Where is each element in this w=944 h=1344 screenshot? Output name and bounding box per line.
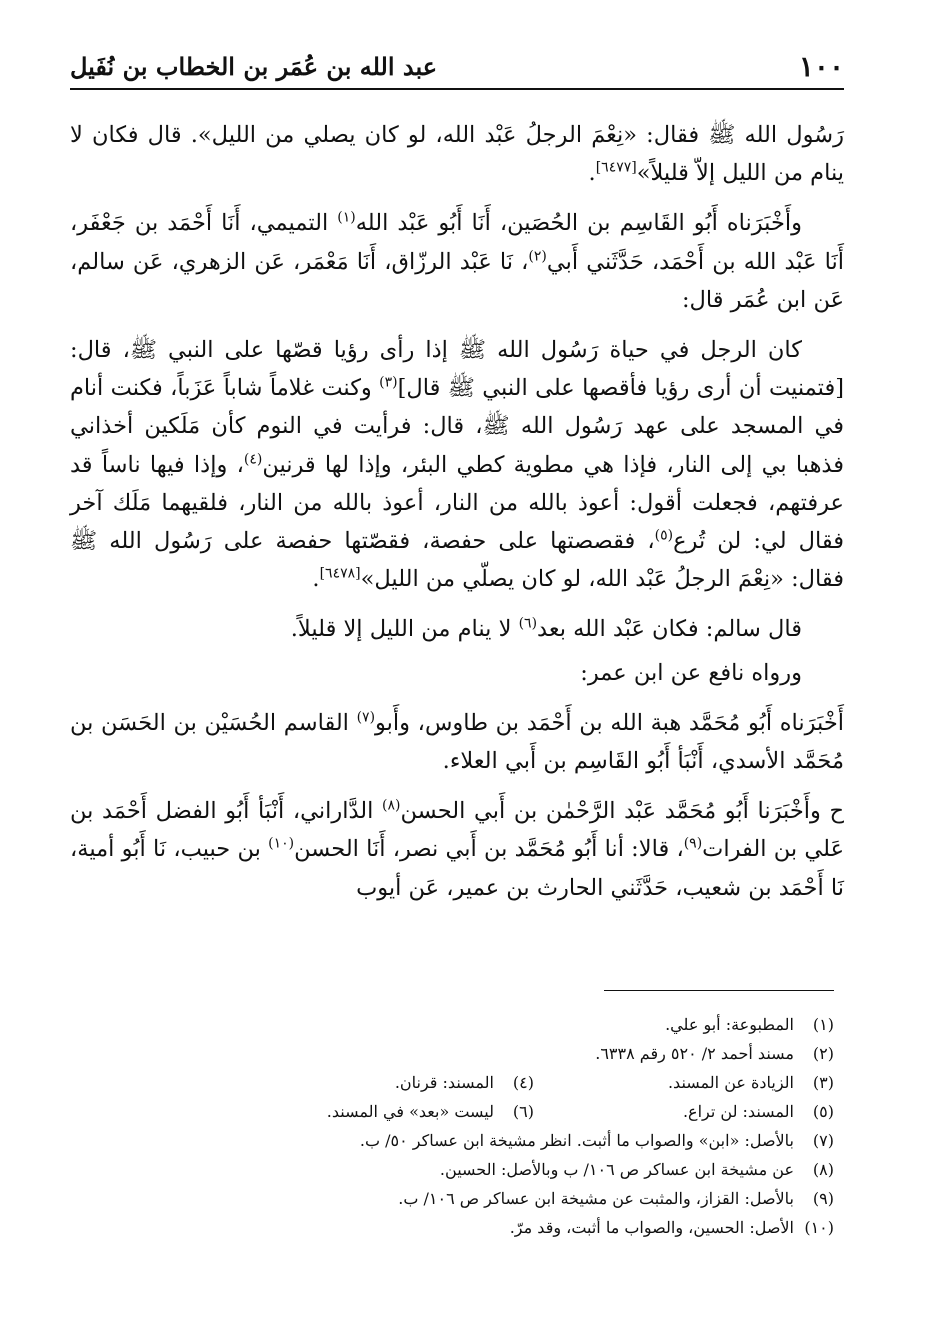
footnote-ref-7: (٧) — [356, 709, 376, 726]
footnote-item — [395, 1068, 534, 1097]
paragraph-text: لا ينام من الليل إلا قليلاً. — [290, 616, 512, 643]
footnote-item — [70, 1184, 834, 1213]
paragraph-6 — [70, 704, 844, 780]
footnote-text: بالأصل: القزاز، والمثبت عن مشيخة ابن عساكر ص ١٠٦/ ب. — [398, 1189, 794, 1208]
paragraph-text: قال سالم: فكان عَبْد الله بعد — [537, 616, 802, 643]
footnote-number: (٥) — [812, 1102, 834, 1121]
footnote-ref-6: (٦) — [518, 615, 538, 632]
paragraph-text: ، قالا: أنا أَبُو مُحَمَّد بن أَبي نصر، أَنَا الحسن — [294, 836, 684, 863]
paragraph-text: وأَخْبَرَناه أَبُو القَاسِم بن الحُصَين، أَنَا أَبُو عَبْد الله — [355, 210, 802, 237]
paragraph-text: الدَّاراني، أَنْبَأ أَبُو الفضل أَحْمَد بن عَلي بن الفرات — [70, 798, 844, 863]
page-header — [70, 44, 844, 90]
footnote-item — [70, 1010, 834, 1039]
footnote-text: الأصل: الحسين، والصواب ما أثبت، وقد مرّ. — [509, 1218, 794, 1237]
footnote-item — [70, 1039, 834, 1068]
footnote-ref-8: (٨) — [382, 797, 401, 814]
paragraph-text: أَخْبَرَناه أَبُو مُحَمَّد هبة الله بن أَحْمَد بن طاوس، وأَبو — [375, 709, 844, 736]
paragraph-7 — [70, 792, 844, 907]
footnote-text: بالأصل: «ابن» والصواب ما أثبت. انظر مشيخة ابن عساكر ٥٠/ ب. — [359, 1131, 794, 1150]
page-number: ١٠٠ — [798, 50, 844, 83]
paragraph-text: ح وأَخْبَرَنا أَبُو مُحَمَّد عَبْد الرَّحْمٰن بن أَبي الحسن — [400, 798, 845, 825]
footnote-text: عن مشيخة ابن عساكر ص ١٠٦/ ب وبالأصل: الحسين. — [439, 1160, 794, 1179]
footnote-item — [534, 1097, 834, 1126]
footnote-text: المسند: قرنان. — [394, 1073, 494, 1092]
footnotes — [70, 1010, 834, 1242]
paragraph-1: رَسُول الله ﷺ فقال: «نِعْمَ الرجلُ عَبْد الله، لو كان يصلي من الليل». قال فكان لا ينام من الليل إلاّ قليلاً»[٦٤٧٧]. — [70, 122, 844, 187]
footnote-ref-4: (٤) — [243, 451, 263, 468]
footnote-text: المسند: لن تراع. — [682, 1102, 794, 1121]
footnote-text: الزيادة عن المسند. — [667, 1073, 794, 1092]
paragraph-3: كان الرجل في حياة رَسُول الله ﷺ إذا رأى رؤيا قصّها على النبي ﷺ، قال: [فتمنيت أن أرى رؤيا فأقصها على النبي ﷺ قال]$^{(٣)}$ وكنت غلاماً شاباً عَزَباً، فكنت أنام في المسجد على عهد رَسُول الله ﷺ، قال: فرأيت في النوم كأن مَلَكين أخذاني فذهبا بي إلى النار، فإذا هي مطوية كطي البئر، وإذا لها قرنين$^{(٤)}$، وإذا فيها ناساً قد عرفتهم، فجعلت أقول: أعوذ بالله من النار، أعوذ بالله من النار، فلقيهما مَلَك آخر فقال لي: لن تُرع$^{(٥)}$، فقصصتها على حفصة، فقصّتها حفصة على رَسُول الله ﷺ فقال: «نِعْمَ الرجلُ عَبْد الله، لو كان يصلّي من الليل»[٦٤٧٨]. — [70, 337, 845, 593]
footnote-text: ليست «بعد» في المسند. — [326, 1102, 494, 1121]
footnote-ref-1: (١) — [337, 209, 356, 226]
paragraph-text: ، نَا عَبْد الرزّاق، أَنَا مَعْمَر، عَن الزهري، عَن سالم، عَن ابن عُمَر قال: — [70, 248, 844, 313]
footnote-number: (٩) — [812, 1189, 834, 1208]
footnote-text: المطبوعة: أبو علي. — [665, 1015, 794, 1034]
footnote-item — [70, 1126, 834, 1155]
footnote-number: (٦) — [512, 1102, 534, 1121]
paragraph-2 — [70, 204, 844, 319]
footnote-number: (٧) — [812, 1131, 834, 1150]
footnote-ref-5: (٥) — [654, 527, 674, 544]
paragraph-text: وكنت غلاماً شاباً عَزَباً، فكنت أنام في المسجد على عهد رَسُول الله ﷺ، قال: فرأيت في النوم كأن مَلَكين أخذاني فذهبا بي إلى النار، فإذا هي مطوية كطي البئر، وإذا لها قرنين — [70, 375, 845, 478]
footnote-item — [534, 1068, 834, 1097]
paragraph-text: القاسم الحُسَيْن بن الحَسَن بن مُحَمَّد الأسدي، أَنْبَأ أَبُو القَاسِم بن أَبي العلاء. — [70, 709, 844, 775]
footnote-number: (١٠) — [804, 1218, 834, 1237]
footnote-text: مسند أحمد ٢/ ٥٢٠ رقم ٦٣٣٨. — [595, 1044, 794, 1063]
hadith-number-ref: [٦٤٧٨] — [319, 565, 361, 582]
footnote-item — [70, 1155, 834, 1184]
footnote-ref-10: (١٠) — [268, 835, 295, 852]
paragraph-text: كان الرجل في حياة رَسُول الله ﷺ إذا رأى رؤيا قصّها على النبي ﷺ، قال: [فتمنيت أن أرى رؤيا فأقصها على النبي ﷺ قال] — [70, 337, 844, 402]
footnote-number: (٨) — [812, 1160, 834, 1179]
footnote-number: (٢) — [812, 1044, 834, 1063]
paragraph-text: رَسُول الله ﷺ فقال: «نِعْمَ الرجلُ عَبْد الله، لو كان يصلي من الليل». قال فكان لا ينام من الليل إلاّ قليلاً» — [70, 122, 844, 187]
footnote-row — [70, 1068, 834, 1097]
main-text — [70, 116, 844, 912]
footnote-ref-9: (٩) — [683, 835, 703, 852]
footnote-item — [70, 1213, 834, 1242]
paragraph-text: بن حبيب، نَا أَبُو أمية، نَا أَحْمَد بن شعيب، حَدَّثَني الحارث بن عمير، عَن أيوب — [70, 836, 844, 901]
paragraph-text: التميمي، أَنَا أَحْمَد بن جَعْفَر، أَنَا عَبْد الله بن أَحْمَد، حَدَّثَني أَبي — [70, 210, 844, 275]
paragraph-text: ، وإذا فيها ناساً قد عرفتهم، فجعلت أقول: أعوذ بالله من النار، أعوذ بالله من النار، فلقيهما مَلَك آخر فقال لي: لن تُرع — [70, 451, 844, 555]
footnote-ref-2: (٢) — [528, 248, 547, 265]
footnote-number: (٤) — [512, 1073, 534, 1092]
footnote-number: (٣) — [812, 1073, 834, 1092]
footnote-separator — [604, 990, 834, 991]
paragraph-4 — [70, 610, 844, 648]
footnote-number: (١) — [812, 1015, 834, 1034]
running-title: عبد الله بن عُمَر بن الخطاب بن نُفَيل — [70, 52, 438, 81]
footnote-row — [70, 1097, 834, 1126]
footnote-item — [327, 1097, 534, 1126]
paragraph-text: ، فقصصتها على حفصة، فقصّتها حفصة على رَسُول الله ﷺ فقال: «نِعْمَ الرجلُ عَبْد الله، لو كان يصلّي من الليل» — [70, 528, 844, 593]
hadith-number-ref: [٦٤٧٧] — [595, 159, 637, 176]
footnote-ref-3: (٣) — [379, 374, 398, 391]
paragraph-5: ورواه نافع عن ابن عمر: — [580, 659, 802, 686]
